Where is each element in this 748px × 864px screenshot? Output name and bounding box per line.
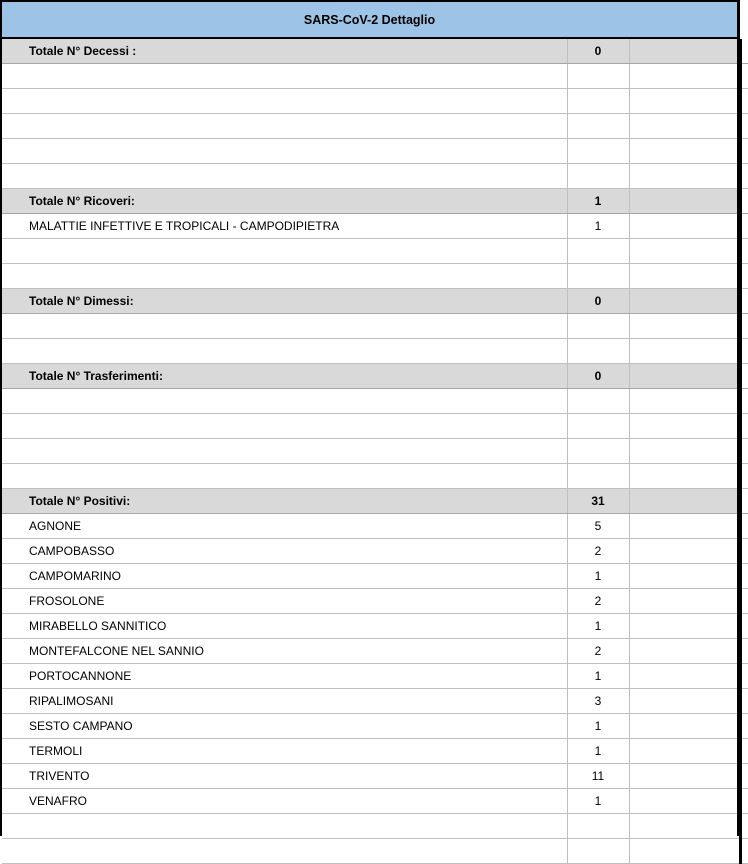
outside-cell xyxy=(740,89,748,114)
row-label: PORTOCANNONE xyxy=(2,664,567,689)
section-label: Totale N° Trasferimenti: xyxy=(2,364,567,389)
outside-cell xyxy=(740,589,748,614)
table-row xyxy=(2,789,748,814)
empty-row xyxy=(2,414,748,439)
row-label: MIRABELLO SANNITICO xyxy=(2,614,567,639)
row-label xyxy=(2,414,567,439)
section-total: 0 xyxy=(567,289,629,314)
row-count: 2 xyxy=(567,639,629,664)
empty-cell xyxy=(629,189,740,214)
empty-cell xyxy=(629,114,740,139)
empty-cell xyxy=(629,664,740,689)
outside-cell xyxy=(740,464,748,489)
section-label: Totale N° Dimessi: xyxy=(2,289,567,314)
empty-cell xyxy=(629,539,740,564)
empty-row xyxy=(2,164,748,189)
outside-cell xyxy=(740,739,748,764)
row-label xyxy=(2,164,567,189)
empty-cell xyxy=(629,439,740,464)
empty-cell xyxy=(629,289,740,314)
row-label: MALATTIE INFETTIVE E TROPICALI - CAMPODIPIETRA xyxy=(2,214,567,239)
empty-row xyxy=(2,89,748,114)
section-row xyxy=(2,364,748,389)
outside-cell xyxy=(740,489,748,514)
table-row xyxy=(2,614,748,639)
outside-cell xyxy=(740,439,748,464)
empty-cell xyxy=(629,389,740,414)
row-label xyxy=(2,139,567,164)
section-total: 31 xyxy=(567,489,629,514)
table-row xyxy=(2,514,748,539)
row-count xyxy=(567,64,629,89)
outside-cell xyxy=(740,814,748,839)
right-border xyxy=(737,0,740,836)
row-label xyxy=(2,314,567,339)
row-count xyxy=(567,314,629,339)
row-count xyxy=(567,139,629,164)
outside-cell xyxy=(740,664,748,689)
section-total: 1 xyxy=(567,189,629,214)
empty-row xyxy=(2,239,748,264)
empty-row xyxy=(2,339,748,364)
outside-cell xyxy=(740,64,748,89)
empty-row xyxy=(2,264,748,289)
outside-cell xyxy=(740,539,748,564)
detail-table xyxy=(2,39,748,864)
row-label: CAMPOBASSO xyxy=(2,539,567,564)
row-count: 1 xyxy=(567,564,629,589)
empty-row xyxy=(2,139,748,164)
row-label xyxy=(2,814,567,839)
row-count xyxy=(567,114,629,139)
empty-cell xyxy=(629,239,740,264)
row-count: 1 xyxy=(567,714,629,739)
section-total: 0 xyxy=(567,364,629,389)
outside-cell xyxy=(740,314,748,339)
row-label xyxy=(2,114,567,139)
outside-cell xyxy=(740,189,748,214)
row-count xyxy=(567,439,629,464)
table-row xyxy=(2,689,748,714)
table-row xyxy=(2,664,748,689)
row-label xyxy=(2,389,567,414)
row-label xyxy=(2,264,567,289)
empty-cell xyxy=(629,739,740,764)
row-label xyxy=(2,464,567,489)
section-label: Totale N° Ricoveri: xyxy=(2,189,567,214)
empty-cell xyxy=(629,264,740,289)
section-row xyxy=(2,489,748,514)
outside-cell xyxy=(740,339,748,364)
outside-cell xyxy=(740,789,748,814)
section-total: 0 xyxy=(567,39,629,64)
table-row xyxy=(2,739,748,764)
empty-cell xyxy=(629,589,740,614)
empty-cell xyxy=(629,339,740,364)
outside-cell xyxy=(740,689,748,714)
outside-cell xyxy=(740,714,748,739)
table-row xyxy=(2,564,748,589)
row-label xyxy=(2,89,567,114)
empty-cell xyxy=(629,139,740,164)
outside-cell xyxy=(740,564,748,589)
row-label: SESTO CAMPANO xyxy=(2,714,567,739)
row-label: FROSOLONE xyxy=(2,589,567,614)
empty-cell xyxy=(629,714,740,739)
row-count xyxy=(567,89,629,114)
outside-cell xyxy=(740,114,748,139)
outside-cell xyxy=(740,164,748,189)
empty-row xyxy=(2,439,748,464)
empty-row xyxy=(2,814,748,839)
row-count xyxy=(567,264,629,289)
row-label: CAMPOMARINO xyxy=(2,564,567,589)
section-label: Totale N° Decessi : xyxy=(2,39,567,64)
empty-row xyxy=(2,114,748,139)
table-row xyxy=(2,714,748,739)
row-label: VENAFRO xyxy=(2,789,567,814)
table-row xyxy=(2,539,748,564)
row-count: 11 xyxy=(567,764,629,789)
outside-cell xyxy=(740,514,748,539)
table-row xyxy=(2,589,748,614)
empty-cell xyxy=(629,64,740,89)
outside-cell xyxy=(740,214,748,239)
left-border xyxy=(0,0,2,836)
sheet-title: SARS-CoV-2 Dettaglio xyxy=(2,2,737,39)
table-row xyxy=(2,639,748,664)
section-row xyxy=(2,39,748,64)
row-count: 1 xyxy=(567,664,629,689)
empty-cell xyxy=(629,614,740,639)
row-count: 1 xyxy=(567,614,629,639)
section-row xyxy=(2,189,748,214)
section-label: Totale N° Positivi: xyxy=(2,489,567,514)
row-count: 1 xyxy=(567,739,629,764)
empty-cell xyxy=(629,789,740,814)
row-count xyxy=(567,389,629,414)
outside-cell xyxy=(740,614,748,639)
outside-cell xyxy=(740,264,748,289)
outside-cell xyxy=(740,764,748,789)
outside-cell xyxy=(740,389,748,414)
empty-cell xyxy=(629,839,740,864)
row-count: 5 xyxy=(567,514,629,539)
row-count xyxy=(567,814,629,839)
outside-cell xyxy=(740,639,748,664)
empty-cell xyxy=(629,414,740,439)
empty-cell xyxy=(629,89,740,114)
empty-row xyxy=(2,64,748,89)
row-count: 3 xyxy=(567,689,629,714)
empty-cell xyxy=(629,689,740,714)
outside-cell xyxy=(740,239,748,264)
empty-row xyxy=(2,314,748,339)
empty-cell xyxy=(629,514,740,539)
row-label xyxy=(2,239,567,264)
empty-cell xyxy=(629,489,740,514)
row-label xyxy=(2,439,567,464)
row-count xyxy=(567,239,629,264)
empty-cell xyxy=(629,639,740,664)
outside-cell xyxy=(740,839,748,864)
table-row xyxy=(2,764,748,789)
row-label: MONTEFALCONE NEL SANNIO xyxy=(2,639,567,664)
empty-cell xyxy=(629,814,740,839)
outside-cell xyxy=(740,289,748,314)
empty-row xyxy=(2,389,748,414)
detail-table-body xyxy=(2,39,748,864)
empty-cell xyxy=(629,164,740,189)
section-row xyxy=(2,289,748,314)
empty-cell xyxy=(629,214,740,239)
empty-cell xyxy=(629,464,740,489)
row-label: AGNONE xyxy=(2,514,567,539)
row-count xyxy=(567,464,629,489)
row-count: 1 xyxy=(567,789,629,814)
row-label: TERMOLI xyxy=(2,739,567,764)
empty-cell xyxy=(629,764,740,789)
row-label xyxy=(2,839,567,864)
row-label xyxy=(2,64,567,89)
row-count xyxy=(567,164,629,189)
row-count xyxy=(567,414,629,439)
row-count: 1 xyxy=(567,214,629,239)
empty-cell xyxy=(629,364,740,389)
row-label xyxy=(2,339,567,364)
outside-cell xyxy=(740,139,748,164)
row-label: TRIVENTO xyxy=(2,764,567,789)
row-count xyxy=(567,839,629,864)
row-count xyxy=(567,339,629,364)
empty-row xyxy=(2,464,748,489)
row-label: RIPALIMOSANI xyxy=(2,689,567,714)
row-count: 2 xyxy=(567,589,629,614)
empty-cell xyxy=(629,564,740,589)
row-count: 2 xyxy=(567,539,629,564)
empty-row xyxy=(2,839,748,864)
empty-cell xyxy=(629,39,740,64)
outside-cell xyxy=(740,39,748,64)
table-row xyxy=(2,214,748,239)
outside-cell xyxy=(740,414,748,439)
empty-cell xyxy=(629,314,740,339)
outside-cell xyxy=(740,364,748,389)
